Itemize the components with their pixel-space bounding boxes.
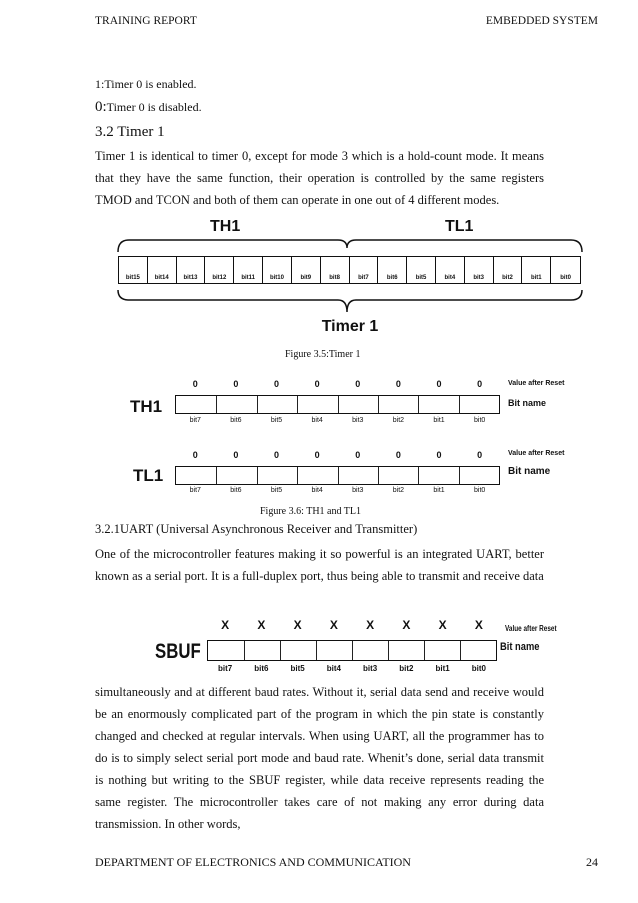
sbuf-bitname-legend: Bit name xyxy=(500,641,540,653)
th1-bit-label: bit6 xyxy=(230,417,242,424)
footer-department: DEPARTMENT OF ELECTRONICS AND COMMUNICATION xyxy=(95,855,411,869)
tl1-bit-label: bit6 xyxy=(230,487,242,494)
th1-register-cells xyxy=(175,395,500,414)
tl1-register-diagram xyxy=(130,450,570,500)
tl1-cell-divider xyxy=(257,467,258,484)
timer0-disabled-num: 0: xyxy=(95,99,107,115)
brace-lines xyxy=(115,236,585,254)
th1-reset-value: 0 xyxy=(436,379,442,389)
tl1-cell-divider xyxy=(418,467,419,484)
tl1-bit-label: bit3 xyxy=(352,487,364,494)
sbuf-bit-label: bit0 xyxy=(471,664,486,673)
sbuf-bit-label: bit5 xyxy=(290,664,305,673)
tl1-bit-label: bit1 xyxy=(433,487,445,494)
th1-label: TH1 xyxy=(210,218,241,235)
tl1-reset-values xyxy=(175,450,500,462)
sbuf-reset-value: X xyxy=(221,618,230,632)
tl1-reset-value: 0 xyxy=(274,450,280,460)
tl1-bit-label: bit7 xyxy=(189,487,201,494)
timer1-bit-cell xyxy=(177,257,206,283)
th1-register-name: TH1 xyxy=(130,397,163,416)
sbuf-reset-value: X xyxy=(257,618,266,632)
timer0-enabled-line: 1:Timer 0 is enabled. xyxy=(95,77,197,91)
tl1-cell-divider xyxy=(338,467,339,484)
timer1-bit-cell xyxy=(436,257,465,283)
th1-cell-divider xyxy=(459,396,460,413)
timer1-bit-cell xyxy=(292,257,321,283)
tl1-cell-divider xyxy=(216,467,217,484)
sbuf-reset-value: X xyxy=(293,618,302,632)
timer1-paragraph: Timer 1 is identical to timer 0, except for mode 3 which is a hold-count mode. It means that they have the same function, their operation is controlled by the same registers TMOD and TCON and both of them can operate in one out of 4 different modes. xyxy=(95,149,544,207)
tl1-reset-value: 0 xyxy=(233,450,239,460)
sbuf-cell-divider xyxy=(460,641,461,660)
sbuf-reset-value: X xyxy=(402,618,411,632)
th1-reset-value: 0 xyxy=(192,379,198,389)
th1-bit-label: bit0 xyxy=(474,417,486,424)
th1-reset-value: 0 xyxy=(355,379,361,389)
tl1-bit-label: bit2 xyxy=(392,487,405,494)
tl1-bit-label: bit0 xyxy=(474,487,486,494)
uart-paragraph-2: simultaneously and at different baud rates. Without it, serial data send and receive would be an enormously complicated part of the program in which the pin state is constantly changed and checked at regular intervals. When using UART, all the programmer has to do is to simply select serial port mode and baud rate. Whenit’s done, serial data transmit is nothing but writing to the SBUF register, while data receive represents reading the same register. The microcontroller takes care of not making any error during data transmission. In other words, xyxy=(95,685,544,831)
footer-page-number: 24 xyxy=(586,855,598,869)
timer1-bit-label: bit15 xyxy=(125,275,140,281)
sbuf-reset-value: X xyxy=(329,618,338,632)
th1-cell-divider xyxy=(378,396,379,413)
sbuf-register-diagram xyxy=(155,618,595,680)
timer1-title: Timer 1 xyxy=(321,318,379,335)
timer1-bit-label: bit4 xyxy=(444,275,456,281)
sbuf-cell-divider xyxy=(352,641,353,660)
th1-reset-value: 0 xyxy=(395,379,401,389)
th1-cell-divider xyxy=(257,396,258,413)
section-heading-uart: 3.2.1UART (Universal Asynchronous Receiver and Transmitter) xyxy=(95,522,418,536)
tl1-reset-value: 0 xyxy=(436,450,442,460)
figure-3-6-caption: Figure 3.6: TH1 and TL1 xyxy=(260,506,362,517)
timer1-register xyxy=(118,256,581,284)
timer1-bit-label: bit5 xyxy=(415,275,427,281)
sbuf-bit-label: bit1 xyxy=(435,664,450,673)
tl1-label: TL1 xyxy=(445,218,474,235)
timer1-bit-label: bit12 xyxy=(212,275,227,281)
tl1-bit-label: bit4 xyxy=(311,487,323,494)
timer0-disabled-line xyxy=(95,99,202,116)
timer1-bit-label: bit6 xyxy=(386,275,398,281)
tl1-register-name: TL1 xyxy=(133,466,164,485)
timer1-bit-label: bit9 xyxy=(300,275,312,281)
timer1-bit-cell xyxy=(551,257,580,283)
timer1-bit-cell xyxy=(494,257,523,283)
timer1-bit-label: bit14 xyxy=(154,275,169,281)
timer1-bit-label: bit10 xyxy=(269,275,284,281)
sbuf-cell-divider xyxy=(388,641,389,660)
tl1-cell-divider xyxy=(297,467,298,484)
tl1-reset-value: 0 xyxy=(192,450,198,460)
th1-cell-divider xyxy=(216,396,217,413)
sbuf-reset-value: X xyxy=(366,618,375,632)
tl1-bitname-legend: Bit name xyxy=(508,466,551,477)
timer1-bit-label: bit0 xyxy=(560,275,571,281)
timer1-bit-cell xyxy=(263,257,292,283)
tl1-bit-label: bit5 xyxy=(270,487,283,494)
th1-bit-label: bit2 xyxy=(392,417,405,424)
timer1-bit-label: bit11 xyxy=(241,275,255,281)
sbuf-reset-value: X xyxy=(438,618,447,632)
th1-bit-label: bit1 xyxy=(433,417,445,424)
timer1-bit-label: bit3 xyxy=(473,275,484,281)
th1-reset-value: 0 xyxy=(274,379,280,389)
th1-bit-labels xyxy=(175,417,500,427)
sbuf-reset-values xyxy=(207,618,497,634)
timer1-bit-cell xyxy=(234,257,263,283)
th1-bit-label: bit4 xyxy=(311,417,323,424)
timer1-bit-label: bit7 xyxy=(358,275,369,281)
figure-3-5-caption: Figure 3.5:Timer 1 xyxy=(285,349,361,360)
timer1-bit-cell xyxy=(119,257,148,283)
timer1-bit-cell xyxy=(148,257,177,283)
sbuf-register-name: SBUF xyxy=(155,640,201,663)
sbuf-register-cells xyxy=(207,640,497,661)
timer1-bit-cell xyxy=(465,257,494,283)
timer1-bit-label: bit1 xyxy=(530,275,542,281)
sbuf-reset-legend: Value after Reset xyxy=(505,624,557,633)
timer1-bit-label: bit2 xyxy=(502,275,513,281)
th1-cell-divider xyxy=(338,396,339,413)
sbuf-bit-label: bit6 xyxy=(254,664,269,673)
th1-bit-label: bit5 xyxy=(270,417,283,424)
sbuf-cell-divider xyxy=(280,641,281,660)
timer1-bit-cell xyxy=(378,257,407,283)
th1-cell-divider xyxy=(297,396,298,413)
timer1-brace xyxy=(115,286,585,320)
timer1-bit-cell xyxy=(321,257,350,283)
uart-paragraph-1: One of the microcontroller features making it so powerful is an integrated UART, better known as a serial port. It is a full-duplex port, thus being able to transmit and receive data xyxy=(95,547,544,583)
header-left: TRAINING REPORT xyxy=(95,15,197,27)
sbuf-bit-label: bit3 xyxy=(363,664,378,673)
timer1-bit-cell xyxy=(407,257,436,283)
th1-reset-value: 0 xyxy=(233,379,239,389)
sbuf-cell-divider xyxy=(316,641,317,660)
timer1-bit-cell xyxy=(205,257,234,283)
th1-register-diagram xyxy=(130,379,570,429)
sbuf-reset-value: X xyxy=(474,618,483,632)
timer1-bit-cell xyxy=(350,257,379,283)
sbuf-cell-divider xyxy=(424,641,425,660)
th1-reset-value: 0 xyxy=(477,379,483,389)
timer1-bit-label: bit8 xyxy=(329,275,340,281)
timer0-disabled-text: Timer 0 is disabled. xyxy=(106,100,202,114)
th1-reset-values xyxy=(175,379,500,391)
header-right: EMBEDDED SYSTEM xyxy=(485,15,598,27)
th1-cell-divider xyxy=(418,396,419,413)
timer1-bit-label: bit13 xyxy=(183,275,198,281)
tl1-reset-legend: Value after Reset xyxy=(508,450,565,457)
tl1-reset-value: 0 xyxy=(314,450,320,460)
tl1-reset-value: 0 xyxy=(395,450,401,460)
tl1-reset-value: 0 xyxy=(477,450,483,460)
th1-bit-label: bit3 xyxy=(352,417,364,424)
th1-reset-legend: Value after Reset xyxy=(508,380,565,387)
tl1-cell-divider xyxy=(459,467,460,484)
sbuf-bit-label: bit7 xyxy=(218,664,233,673)
tl1-reset-value: 0 xyxy=(355,450,361,460)
th1-bit-label: bit7 xyxy=(189,417,201,424)
timer1-bit-cell xyxy=(522,257,551,283)
sbuf-bit-labels xyxy=(207,664,497,674)
figure-timer1-diagram xyxy=(115,218,585,343)
th1-bitname-legend: Bit name xyxy=(508,398,547,408)
section-heading-timer1: 3.2 Timer 1 xyxy=(95,124,165,140)
tl1-cell-divider xyxy=(378,467,379,484)
tl1-register-cells xyxy=(175,466,500,485)
sbuf-bit-label: bit4 xyxy=(326,664,341,673)
th1-reset-value: 0 xyxy=(314,379,320,389)
sbuf-bit-label: bit2 xyxy=(399,664,414,673)
sbuf-cell-divider xyxy=(244,641,245,660)
tl1-bit-labels xyxy=(175,487,500,497)
